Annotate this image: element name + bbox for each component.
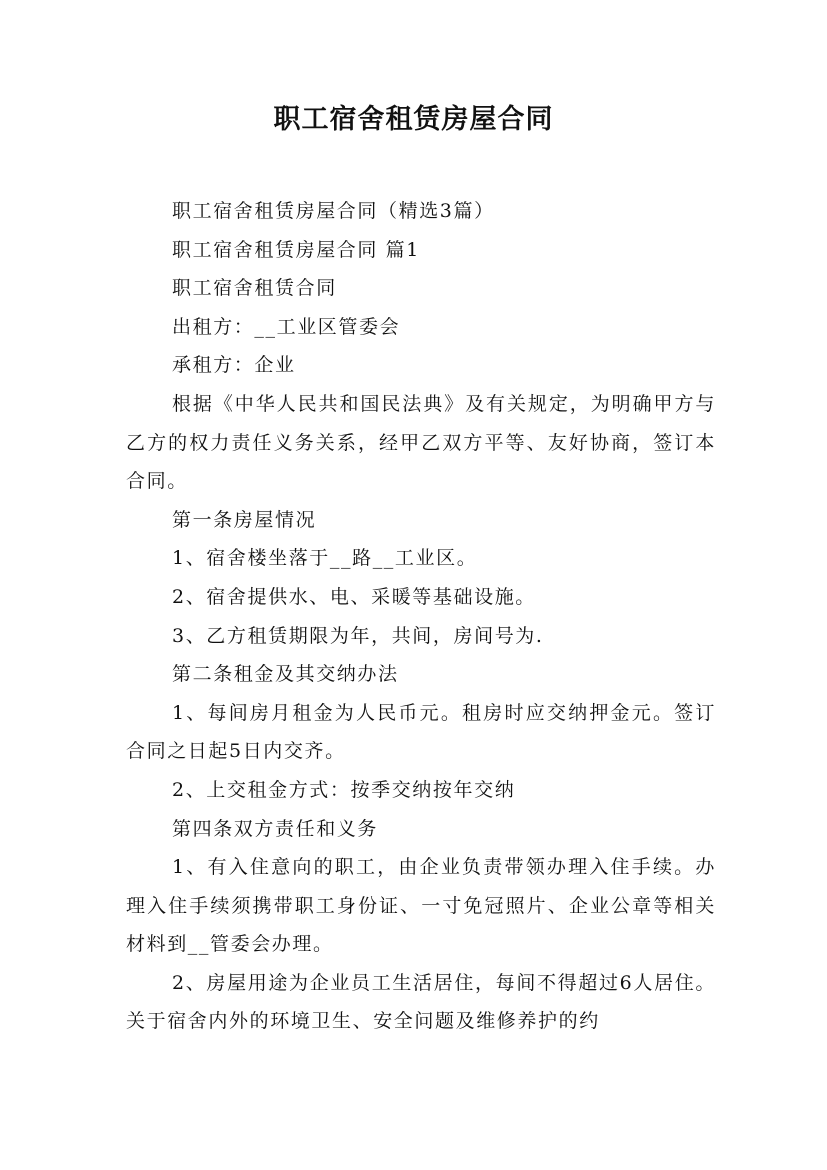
paragraph-article-4-item-1: 1、有入住意向的职工，由企业负责带领办理入住手续。办理入住手续须携带职工身份证、一寸免冠照片、企业公章等相关材料到__管委会办理。	[126, 856, 716, 956]
paragraph-lessee: 承租方：企业	[172, 354, 296, 377]
paragraph-contract-name: 职工宿舍租赁合同	[172, 277, 337, 300]
paragraph-preamble: 根据《中华人民共和国民法典》及有关规定，为明确甲方与乙方的权力责任义务关系，经甲乙双方平等、友好协商，签订本合同。	[126, 392, 716, 493]
paragraph-article-2-item-1: 1、每间房月租金为人民币元。租房时应交纳押金元。签订合同之日起5日内交齐。	[126, 701, 716, 763]
paragraph-article-4-item-2: 2、房屋用途为企业员工生活居住，每间不得超过6人居住。关于宿舍内外的环境卫生、安全问题及维修养护的约	[126, 971, 716, 1033]
paragraph-article-2-item-2: 2、上交租金方式：按季交纳按年交纳	[172, 778, 516, 801]
paragraph-article-1-item-1: 1、宿舍楼坐落于__路__工业区。	[172, 547, 478, 570]
paragraph-article-1-item-3: 3、乙方租赁期限为年，共间，房间号为.	[172, 624, 544, 647]
paragraph-article-2-heading: 第二条租金及其交纳办法	[172, 663, 399, 686]
paragraph-article-1-heading: 第一条房屋情况	[172, 508, 317, 531]
paragraph-subtitle: 职工宿舍租赁房屋合同（精选3篇）	[172, 200, 495, 222]
paragraph-article-4-heading: 第四条双方责任和义务	[172, 817, 379, 840]
document-title: 职工宿舍租赁房屋合同	[273, 104, 554, 135]
document-body	[126, 192, 716, 1041]
paragraph-section-heading: 职工宿舍租赁房屋合同 篇1	[172, 238, 420, 261]
paragraph-article-1-item-2: 2、宿舍提供水、电、采暖等基础设施。	[172, 585, 536, 608]
paragraph-lessor: 出租方：__工业区管委会	[172, 315, 401, 338]
